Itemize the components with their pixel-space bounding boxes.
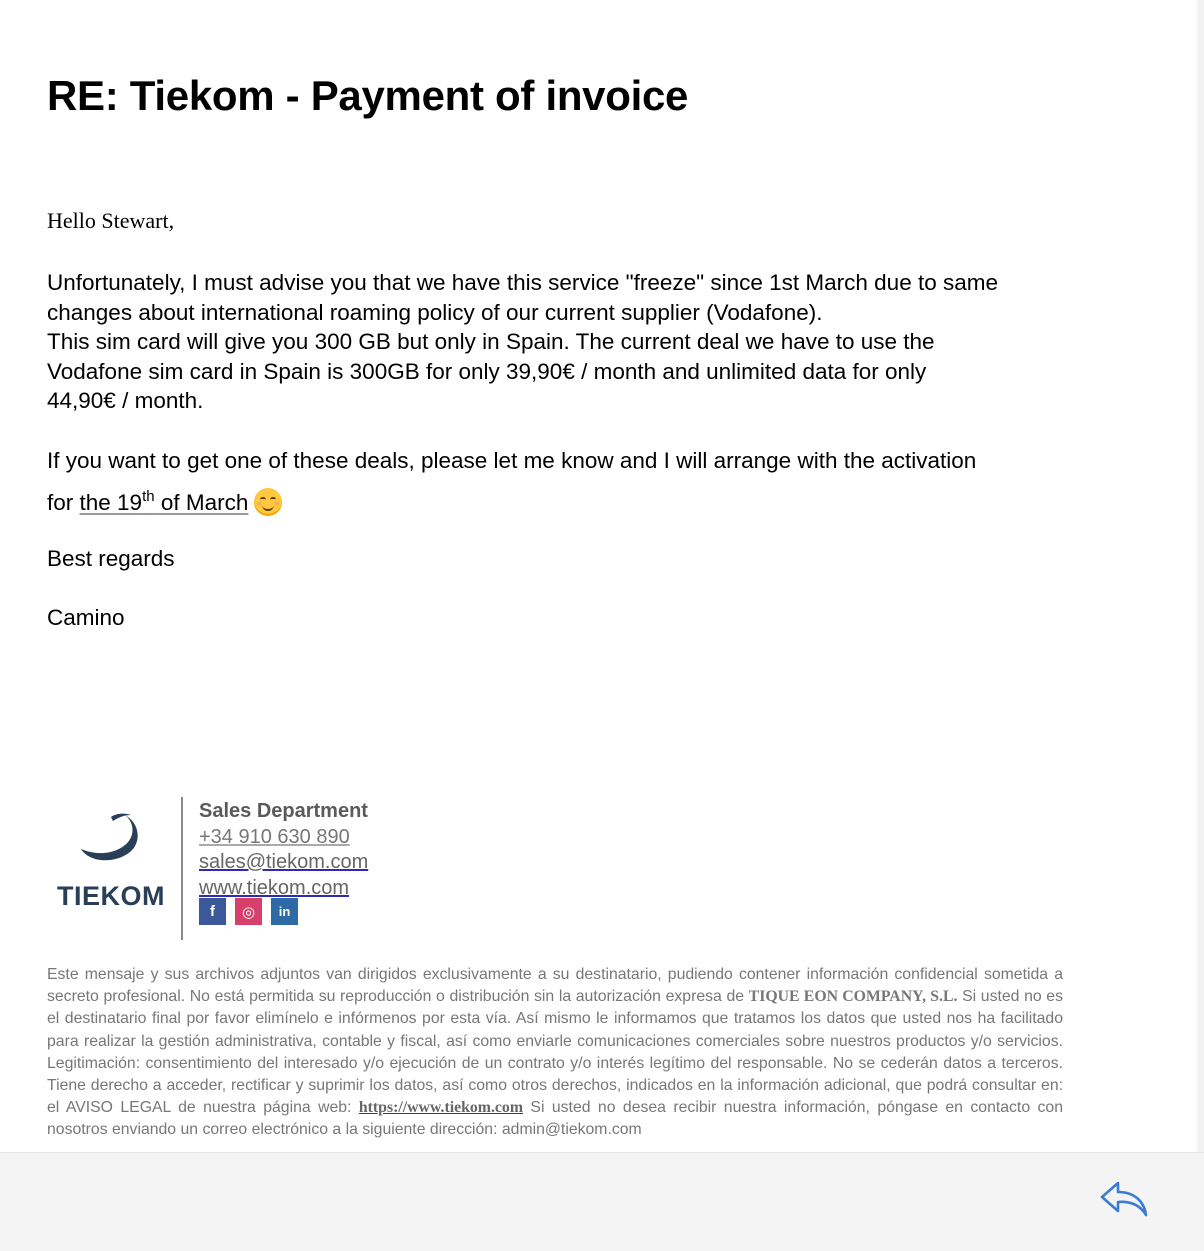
date-prefix: for (47, 489, 80, 515)
email-greeting: Hello Stewart, (47, 208, 175, 233)
signature-website-link[interactable]: www.tiekom.com (199, 876, 350, 899)
email-signature (47, 797, 447, 940)
signature-phone-link[interactable]: +34 910 630 890 (199, 825, 350, 848)
signature-divider (181, 797, 183, 940)
disclaimer-web-link[interactable]: https://www.tiekom.com (358, 1099, 523, 1117)
date-ordinal: th (142, 487, 155, 505)
paragraph-line: 44,90€ / month. (47, 388, 204, 413)
reply-button[interactable] (1098, 1175, 1150, 1221)
disclaimer-text: Si usted no desea recibir nuestra información, póngase en contacto con nosotros enviando un correo electrónico a la siguiente dirección: admin@tiekom.com (47, 1099, 1063, 1139)
paragraph-line: Vodafone sim card in Spain is 300GB for only 39,90€ / month and unlimited data for only (47, 358, 927, 384)
email-paragraph-1 (47, 268, 1067, 416)
paragraph-line: This sim card will give you 300 GB but only in Spain. The current deal we have to use the (47, 329, 935, 354)
paragraph-line: Unfortunately, I must advise you that we have this service "freeze" since 1st March due to same (47, 270, 998, 295)
date-month: of March (154, 489, 249, 515)
disclaimer-company: TIQUE EON COMPANY, S.L. (748, 988, 958, 1006)
logo-text: TIEKOM (57, 881, 165, 911)
date-link[interactable] (79, 487, 249, 515)
smiling-face-icon (254, 488, 282, 516)
instagram-icon[interactable]: ◎ (235, 898, 262, 925)
facebook-icon[interactable]: f (199, 898, 226, 925)
logo-swoosh-icon (51, 805, 169, 877)
signature-email-link[interactable]: sales@tiekom.com (199, 851, 369, 873)
social-links (199, 898, 298, 925)
date-text: the 19 (79, 489, 143, 515)
sender-name: Camino (47, 605, 125, 630)
scrollbar-track[interactable] (1197, 0, 1204, 1152)
paragraph-line: changes about international roaming policy of our current supplier (Vodafone). (47, 299, 823, 325)
legal-disclaimer (47, 964, 1063, 1156)
paragraph-line: If you want to get one of these deals, please let me know and I will arrange with the activation (47, 448, 977, 473)
disclaimer-text: Si usted no es el destinatario final por favor elimínelo e infórmenos por esta vía. Así mismo le informamos que tratamos los datos que usted nos ha facilitado para realizar la gestión administrativa, contable y fiscal, así como enviarle comunicaciones comerciales sobre nuestros productos y/o servicios. Legitimación: consentimiento del interesado y/o ejecución de un contrato y/o interés legítimo del responsable. No se cederán datos a terceros. Tiene derecho a acceder, rectificar y suprimir los datos, así como otros derechos, indicados en la información adicional, que podrá consultar en: el AVISO LEGAL de nuestra página web: (47, 988, 1063, 1117)
email-paragraph-2 (47, 446, 1067, 517)
reply-icon (1098, 1175, 1150, 1221)
email-closing: Best regards (47, 546, 175, 571)
disclaimer-text: Este mensaje y sus archivos adjuntos van dirigidos exclusivamente a su destinatario, pudiendo contener información confidencial sometida a secreto profesional. No está permitida su reproducción o distribución sin la autorización expresa de (47, 966, 1063, 1006)
signature-department: Sales Department (199, 800, 368, 822)
paragraph-line (47, 482, 282, 518)
email-subject: RE: Tiekom - Payment of invoice (47, 72, 689, 119)
linkedin-icon[interactable]: in (271, 898, 298, 925)
tiekom-logo (51, 805, 169, 911)
signature-contact (199, 799, 368, 901)
bottom-toolbar (0, 1152, 1204, 1251)
